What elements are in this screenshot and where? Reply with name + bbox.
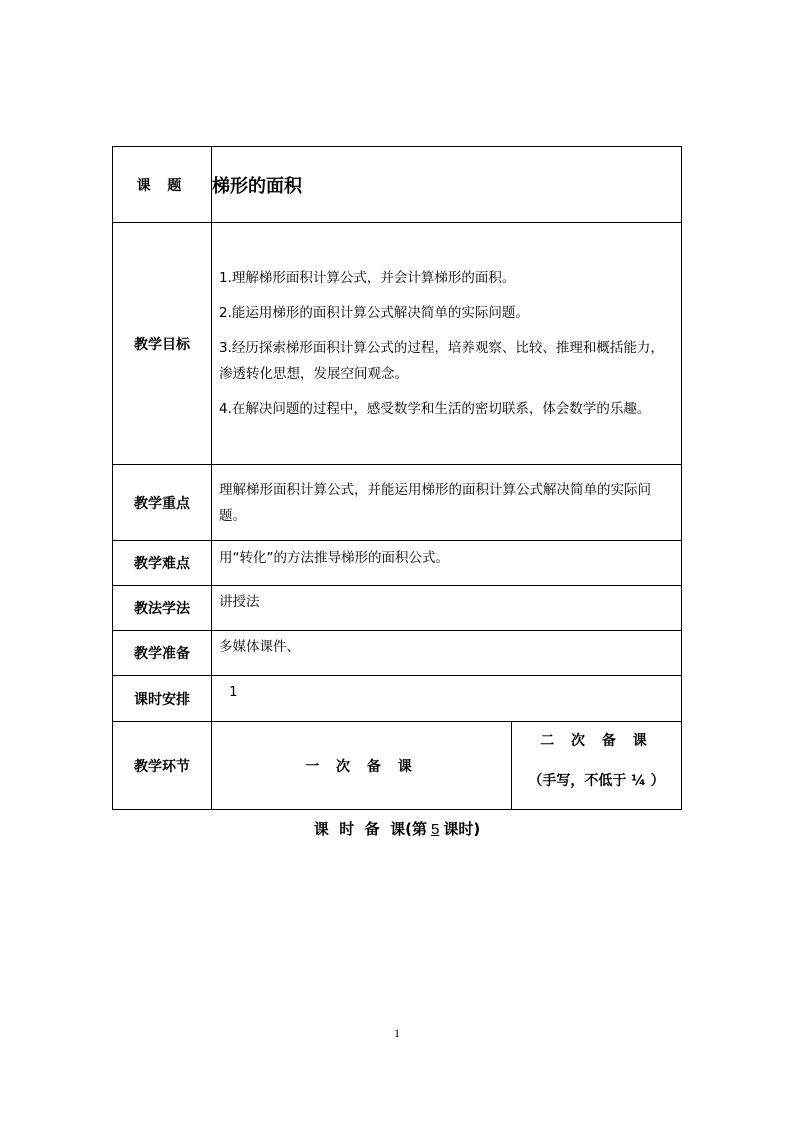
- preparation-value: 多媒体课件、: [212, 631, 682, 676]
- stages-row: [113, 722, 682, 810]
- key-points-row: [113, 465, 682, 541]
- goal-item: 2.能运用梯形的面积计算公式解决简单的实际问题。: [219, 305, 529, 321]
- key-points-value: 理解梯形面积计算公式，并能运用梯形的面积计算公式解决简单的实际问题。: [212, 465, 682, 541]
- goals-row: [113, 223, 682, 465]
- goals-label: 教学目标: [113, 223, 212, 465]
- first-prep-header: 一 次 备 课: [212, 722, 512, 810]
- lesson-number: 5: [431, 821, 440, 838]
- second-prep-header: [512, 722, 682, 810]
- lesson-line-suffix: 课时): [443, 820, 481, 838]
- difficulty-row: [113, 541, 682, 586]
- method-value: 讲授法: [212, 586, 682, 631]
- goal-item: 4.在解决问题的过程中，感受数学和生活的密切联系，体会数学的乐趣。: [219, 401, 651, 417]
- goal-item: 1.理解梯形面积计算公式，并会计算梯形的面积。: [219, 270, 516, 286]
- topic-label: 课 题: [113, 147, 212, 223]
- lesson-plan-table: [112, 146, 682, 810]
- second-prep-title: 二 次 备 课: [540, 732, 653, 749]
- goals-content: [212, 223, 682, 465]
- schedule-label: 课时安排: [113, 676, 212, 722]
- second-prep-note: （手写，不低于 ¼ ）: [528, 772, 665, 789]
- schedule-value: 1: [212, 676, 682, 722]
- preparation-row: [113, 631, 682, 676]
- lesson-line-prefix: 课 时 备 课(第: [313, 820, 427, 838]
- goal-item: 3.经历探索梯形面积计算公式的过程，培养观察、比较、推理和概括能力，渗透转化思想，发展空间观念。: [219, 340, 664, 382]
- method-label: 教法学法: [113, 586, 212, 631]
- key-points-label: 教学重点: [113, 465, 212, 541]
- preparation-label: 教学准备: [113, 631, 212, 676]
- schedule-row: [113, 676, 682, 722]
- stages-label: 教学环节: [113, 722, 212, 810]
- difficulty-value: 用“转化”的方法推导梯形的面积公式。: [212, 541, 682, 586]
- method-row: [113, 586, 682, 631]
- topic-value: 梯形的面积: [212, 147, 682, 223]
- lesson-count-line: [0, 818, 794, 839]
- difficulty-label: 教学难点: [113, 541, 212, 586]
- page-number: 1: [394, 1026, 400, 1040]
- topic-row: [113, 147, 682, 223]
